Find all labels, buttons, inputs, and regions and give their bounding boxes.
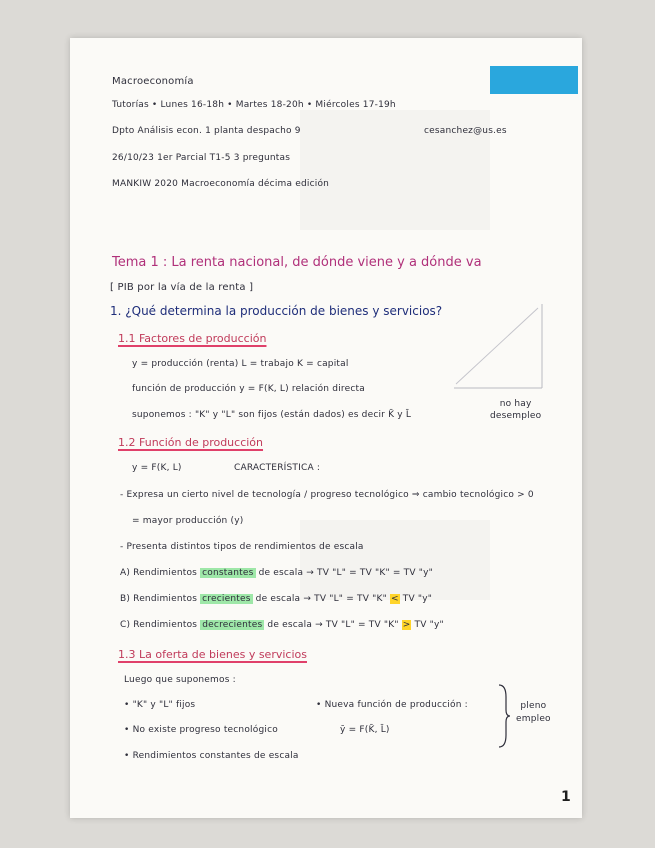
page-tab-marker: [490, 66, 578, 94]
s12-characteristic: CARACTERÍSTICA :: [234, 463, 321, 473]
returns-formula-end: TV "y": [414, 620, 444, 630]
department-line: Dpto Análisis econ. 1 planta despacho 9: [112, 126, 301, 136]
returns-formula: de escala → TV "L" = TV "K" = TV "y": [258, 568, 433, 578]
brace-icon: [496, 683, 512, 749]
brace-note-line: pleno: [520, 701, 547, 711]
margin-note-line: no hay: [499, 399, 532, 409]
returns-decreasing-line: [120, 620, 444, 630]
bleed-through: [300, 520, 490, 600]
s13-item3: • Rendimientos constantes de escala: [124, 751, 299, 761]
course-title: Macroeconomía: [112, 76, 194, 87]
section-1-3-heading: 1.3 La oferta de bienes y servicios: [118, 648, 307, 661]
returns-highlight: constantes: [202, 568, 254, 578]
s11-line2: función de producción y = F(K, L) relación directa: [132, 384, 365, 394]
returns-formula: de escala → TV "L" = TV "K": [267, 620, 399, 630]
question-heading: 1. ¿Qué determina la producción de bienes y servicios?: [110, 304, 443, 318]
brace-note-line: empleo: [516, 714, 551, 724]
exam-line: 26/10/23 1er Parcial T1-5 3 preguntas: [112, 153, 291, 163]
section-1-1-heading: 1.1 Factores de producción: [118, 332, 267, 345]
returns-label: C) Rendimientos: [120, 620, 198, 630]
returns-constant-line: [120, 568, 433, 578]
section-1-2-heading: 1.2 Función de producción: [118, 436, 264, 449]
returns-label: A) Rendimientos: [120, 568, 198, 578]
comparison-sign: >: [402, 620, 411, 630]
comparison-sign: <: [390, 594, 399, 604]
s12-formula: y = F(K, L): [132, 463, 182, 473]
s11-line1: y = producción (renta) L = trabajo K = capital: [132, 359, 349, 369]
tema-bracket-note: [ PIB por la vía de la renta ]: [110, 282, 254, 293]
s13-item2: • No existe progreso tecnológico: [124, 725, 278, 735]
email-text: cesanchez@us.es: [424, 126, 507, 136]
returns-formula-end: TV "y": [402, 594, 433, 604]
margin-note: [490, 398, 541, 422]
s13-right2: ȳ = F(K̄, L̄): [340, 725, 390, 735]
margin-note-line: desempleo: [490, 411, 542, 421]
brace-note: [516, 700, 551, 726]
s13-intro: Luego que suponemos :: [124, 675, 236, 685]
s12-bullet1b: = mayor producción (y): [132, 516, 244, 526]
page-number: 1: [561, 789, 571, 805]
s12-bullet2: - Presenta distintos tipos de rendimientos de escala: [120, 542, 364, 552]
returns-increasing-line: [120, 594, 432, 604]
tutorias-line: Tutorías • Lunes 16-18h • Martes 18-20h • Miércoles 17-19h: [112, 100, 396, 110]
s13-right1: • Nueva función de producción :: [316, 700, 468, 710]
returns-highlight: crecientes: [202, 594, 251, 604]
s12-bullet1: - Expresa un cierto nivel de tecnología / progreso tecnológico ⇒ cambio tecnológico > 0: [120, 490, 534, 500]
returns-formula: de escala → TV "L" = TV "K": [255, 594, 387, 604]
sketch-graph-icon: [448, 298, 548, 394]
s11-line3: suponemos : "K" y "L" son fijos (están dados) es decir K̄ y L̄: [132, 410, 412, 420]
book-line: MANKIW 2020 Macroeconomía décima edición: [112, 179, 330, 189]
tema-title: Tema 1 : La renta nacional, de dónde viene y a dónde va: [112, 255, 482, 270]
returns-highlight: decrecientes: [202, 620, 263, 630]
s13-item1: • "K" y "L" fijos: [124, 700, 196, 710]
returns-label: B) Rendimientos: [120, 594, 198, 604]
